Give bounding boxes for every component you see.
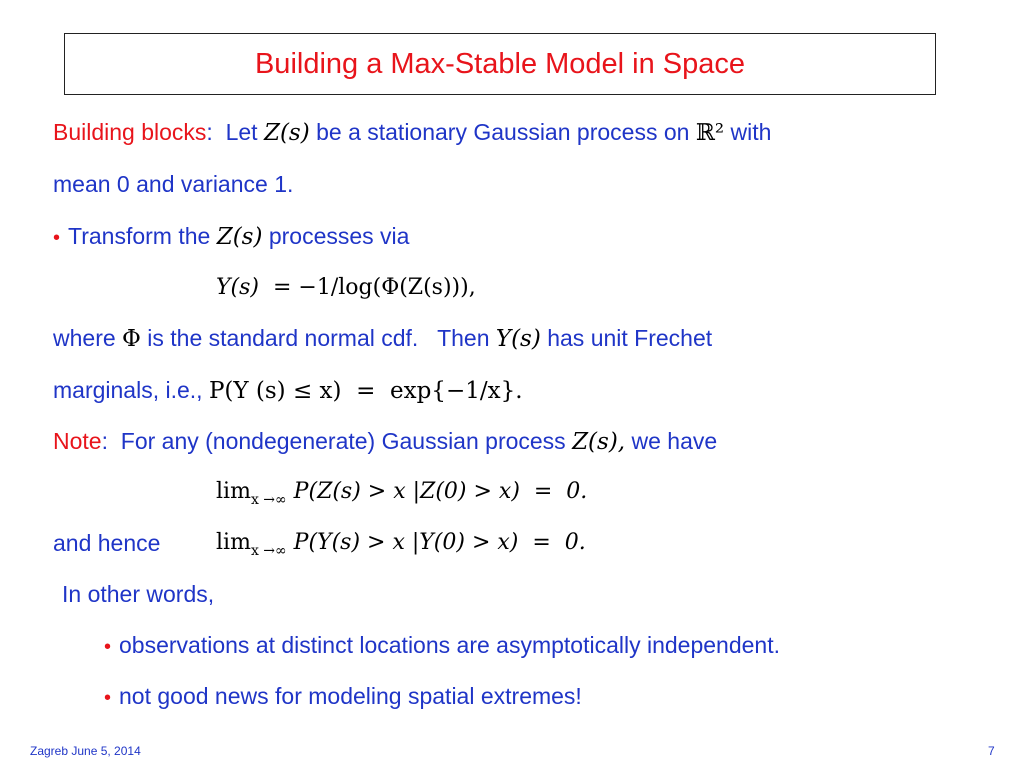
marginals-text: marginals, i.e., (53, 377, 209, 403)
standard-normal-text: is the standard normal cdf. Then (140, 325, 496, 351)
math-z: Z(s) (263, 120, 310, 146)
note-line (53, 428, 717, 455)
bullet-independence (104, 632, 780, 659)
we-have-text: we have (625, 428, 718, 454)
colon: : (206, 119, 213, 145)
lim-subscript: x →∞ (250, 492, 287, 508)
math-z: Z(s) (216, 224, 263, 250)
process-text: be a stationary Gaussian process on (309, 119, 696, 145)
building-blocks-line (53, 119, 771, 146)
bullet-dot: • (53, 227, 61, 249)
math-r2: ℝ² (695, 120, 725, 146)
equation-limit-y (216, 530, 586, 559)
with-text: with (724, 119, 772, 145)
other-words-line: In other words, (62, 581, 215, 607)
title-box (64, 33, 936, 95)
math-y: Y(s) (495, 326, 541, 352)
mean-variance-line: mean 0 and variance 1. (53, 171, 294, 197)
frechet-text: has unit Frechet (540, 325, 713, 351)
transform-bullet (53, 223, 409, 250)
let-text: Let (212, 119, 264, 145)
equation-limit-z (216, 479, 588, 508)
slide-title: Building a Max-Stable Model in Space (254, 47, 746, 80)
marginals-line (53, 377, 523, 404)
note-text: : For any (nondegenerate) Gaussian process (101, 428, 573, 454)
lim-text: lim (216, 479, 251, 504)
building-blocks-label: Building blocks (53, 119, 207, 145)
eq-rhs: = −1/log(Φ(Z(s))), (258, 275, 476, 300)
marginal-formula: P(Y (s) ≤ x) = exp{−1/x}. (208, 378, 523, 404)
page-number: 7 (988, 744, 995, 758)
math-z: Z(s), (572, 429, 626, 455)
bullet-text: observations at distinct locations are asymptotically independent. (119, 632, 780, 658)
math-phi: Φ (122, 326, 141, 352)
bullet-text: not good news for modeling spatial extremes! (119, 683, 582, 709)
where-line (53, 325, 712, 352)
footer-date: Zagreb June 5, 2014 (30, 744, 141, 758)
limit-expression: P(Y(s) > x |Y(0) > x) = 0. (286, 530, 586, 555)
lim-text: lim (216, 530, 251, 555)
bullet-dot: • (104, 636, 112, 658)
equation-transform (216, 275, 476, 300)
note-label: Note (53, 428, 102, 454)
transform-text: Transform the (68, 223, 217, 249)
where-text: where (53, 325, 123, 351)
lim-subscript: x →∞ (250, 543, 287, 559)
eq-lhs: Y(s) (216, 275, 259, 300)
processes-text: processes via (262, 223, 410, 249)
and-hence-label: and hence (53, 530, 161, 556)
limit-expression: P(Z(s) > x |Z(0) > x) = 0. (286, 479, 588, 504)
bullet-dot: • (104, 687, 112, 709)
bullet-not-good-news (104, 683, 582, 710)
